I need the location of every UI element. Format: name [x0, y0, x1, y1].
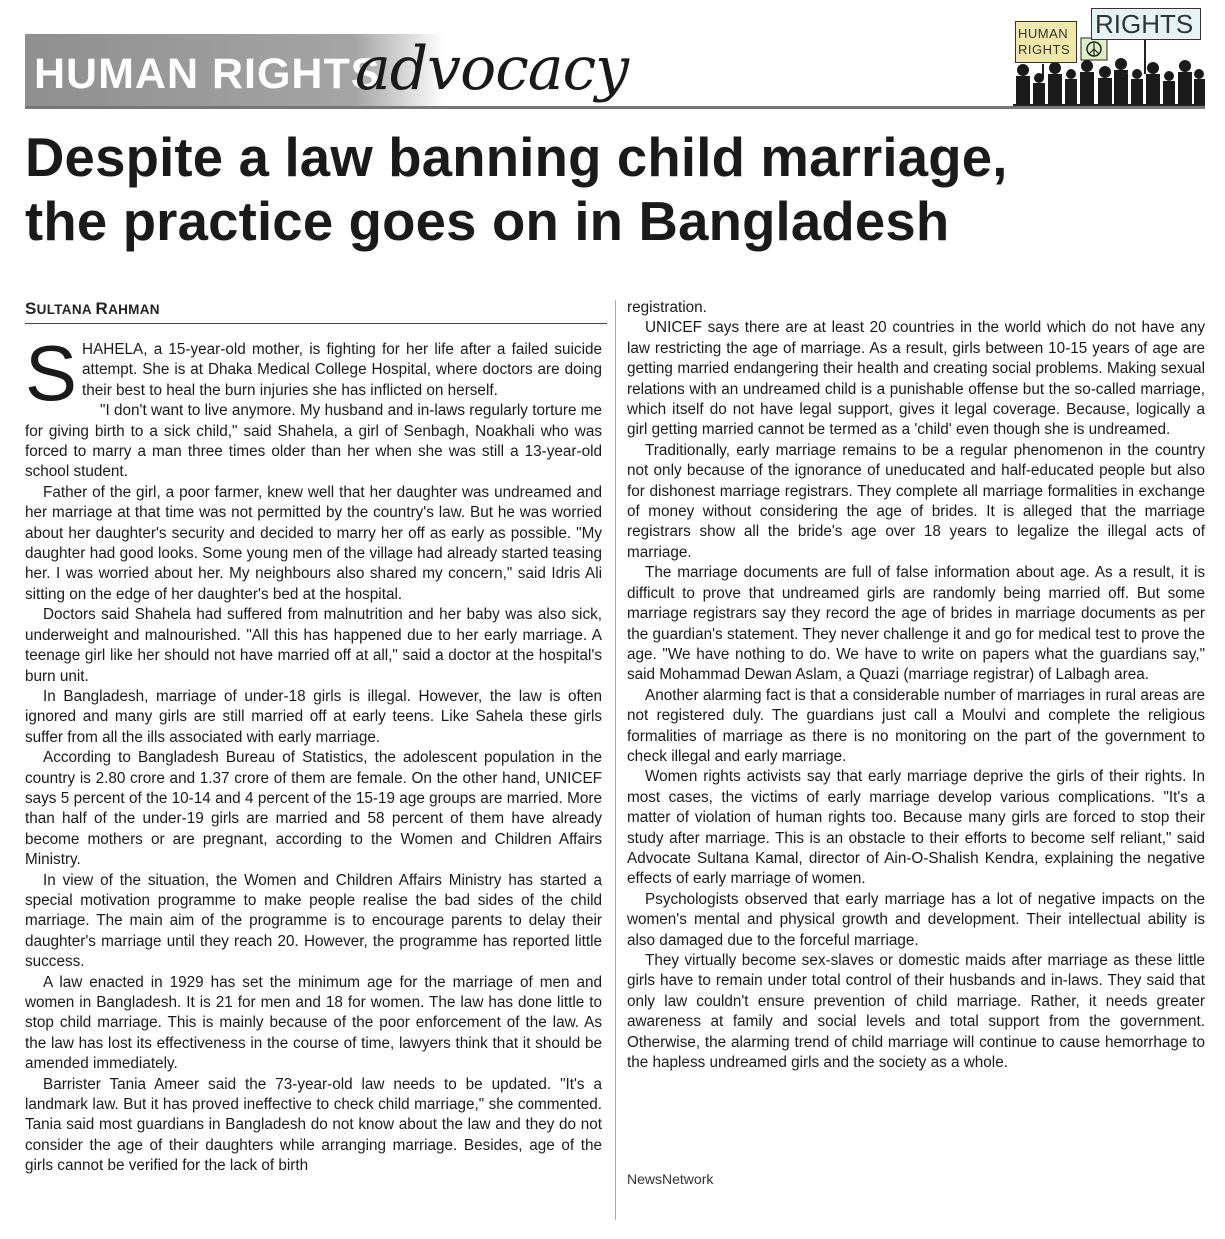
article-paragraph: Barrister Tania Ameer said the 73-year-old law needs to be updated. "It's a landmark law. But it has proved ineffective to check child marriage," she commented. Tania said most guardians in Bangladesh do not know about the law and they do not consider the age of their daughters while arranging marriage. Besides, age of the girls cannot be verified for the lack of birth [25, 1075, 602, 1175]
article-paragraph: Psychologists observed that early marriage has a lot of negative impacts on the women's mental and physical growth and development. Their intellectual ability is also damaged due to the forceful marriage. [627, 890, 1205, 949]
article-paragraph: "I don't want to live anymore. My husband and in-laws regularly torture me for giving birth to a sick child," said Shahela, a girl of Senbagh, Noakhali who was forced to marry a man three times older than her when she was still a 13-year-old school student. [25, 402, 602, 481]
logo-sign-rights: RIGHTS [1091, 8, 1201, 40]
article-column-right [627, 298, 1205, 1073]
article-paragraph: Another alarming fact is that a considerable number of marriages in rural areas are not registered duly. The guardians just call a Moulvi and complete the religious formalities of marriage as there is no monitoring on the part of the government to check illegal and early marriage. [627, 686, 1205, 765]
drop-cap: S [25, 329, 78, 417]
article-paragraph: Father of the girl, a poor farmer, knew well that her daughter was undreamed and her marriage at that time was not permitted by the country's law. But he was worried about her daughter's security and decided to marry her off as early as possible. "My daughter had good looks. Some young men of the village had already started teasing her. I was worried about her. My neighbours also shared my concern," said Idris Ali sitting on the edge of her daughter's bed at the hospital. [25, 483, 602, 603]
article-paragraph: According to Bangladesh Bureau of Statistics, the adolescent population in the country is 2.80 crore and 1.37 crore of them are female. On the other hand, UNICEF says 5 percent of the 10-14 and 4 percent of the 15-19 age groups are married. More than half of the under-19 girls are married and 58 percent of them have already become mothers or are pregnant, according to the Women and Children Affairs Ministry. [25, 749, 602, 869]
news-credit: NewsNetwork [627, 1171, 714, 1187]
article-paragraph [25, 329, 602, 417]
article-headline [25, 126, 1210, 254]
logo-sign-human-rights: HUMAN RIGHTS [1015, 21, 1077, 63]
article-paragraph: Doctors said Shahela had suffered from malnutrition and her baby was also sick, underweight and malnourished. "All this has happened due to her early marriage. A teenage girl like her should not have married off at all," said a doctor at the hospital's burn unit. [25, 606, 602, 685]
article-paragraph: UNICEF says there are at least 20 countries in the world which do not have any law restricting the age of marriage. As a result, girls between 10-15 years of age are getting married endangering their health and creating social problems. Making sexual relations with an undreamed child is a punishable offense but the so-called marriage, which itself do not have legal support, gives it legal coverage. Because, logically a girl getting married cannot be termed as a 'child' even though she is undreamed. [627, 319, 1205, 439]
article-paragraph: Traditionally, early marriage remains to be a regular phenomenon in the country not only because of the ignorance of uneducated and half-educated people but also for dishonest marriage registrars. They complete all marriage formalities in exchange of money without considering the age of brides. It is alleged that the marriage registrars show all the bride's age over 18 years to legalize the illegal acts of marriage. [627, 441, 1205, 561]
byline-word-initial: R [95, 299, 109, 318]
article-paragraph: They virtually become sex-slaves or domestic maids after marriage as these little girls have to remain under total control of their husbands and in-laws. They said that only law couldn't ensure prevention of child marriage. Rather, it needs greater awareness at family and social levels and total support from the government. Otherwise, the alarming trend of child marriage will continue to cause hemorrhage to the hapless undreamed girls and the society as a whole. [627, 952, 1205, 1072]
headline-line-1: Despite a law banning child marriage, [25, 127, 1008, 188]
byline-word-initial: S [25, 299, 37, 318]
byline [25, 299, 607, 319]
byline-word-rest: ULTANA [36, 302, 96, 317]
byline-word-rest: AHMAN [108, 302, 160, 317]
section-title: advocacy [355, 34, 629, 104]
paragraph-text: HAHELA, a 15-year-old mother, is fighting for her life after a failed suicide attempt. She is at Dhaka Medical College Hospital, where doctors are doing their best to heal the burn injuries she has inflicted on herself. [82, 341, 602, 399]
article-paragraph: registration. [627, 299, 707, 316]
section-kicker: HUMAN RIGHTS [34, 50, 381, 98]
headline-line-2: the practice goes on in Bangladesh [25, 191, 950, 252]
human-rights-logo [1013, 8, 1205, 106]
article-paragraph: Women rights activists say that early marriage deprive the girls of their rights. In most cases, the victims of early marriage develop various complications. "It's a matter of violation of human rights too. Because many girls are forced to stop their study after marriage. This is an obstacle to their efforts to become self reliant," said Advocate Sultana Kamal, director of Ain-O-Shalish Kendra, explaining the negative effects of early marriage of women. [627, 768, 1205, 888]
article-paragraph: The marriage documents are full of false information about age. As a result, it is difficult to prove that undreamed girls are randomly being married off. But some marriage registrars say they record the age of brides in marriage documents as per the guardian's statement. They never challenge it and go for medical test to prove the age. "We have nothing to do. We have to write on papers what the guardians say," said Mohammad Dewan Aslam, a Quazi (marriage registrar) of Lalbagh area. [627, 564, 1205, 684]
column-divider [615, 300, 616, 1220]
byline-rule [25, 323, 607, 324]
article-column-left [25, 329, 602, 1177]
article-paragraph: A law enacted in 1929 has set the minimum age for the marriage of men and women in Bangladesh. It is 21 for men and 18 for women. The law has done little to stop child marriage. This is mainly because of the poor enforcement of the law. As the law has lost its effectiveness in the course of time, lawyers think that it should be amended immediately. [25, 973, 602, 1073]
article-paragraph: In view of the situation, the Women and Children Affairs Ministry has started a special motivation programme to make people realise the bad sides of the child marriage. The main aim of the programme is to encourage parents to delay their daughter's marriage until they reach 20. However, the programme has reported little success. [25, 871, 602, 971]
article-paragraph: In Bangladesh, marriage of under-18 girls is illegal. However, the law is often ignored and many girls are still married off at early teens. Like Sahela these girls suffer from all the ills associated with early marriage. [25, 687, 602, 746]
header-rule [25, 106, 1205, 109]
